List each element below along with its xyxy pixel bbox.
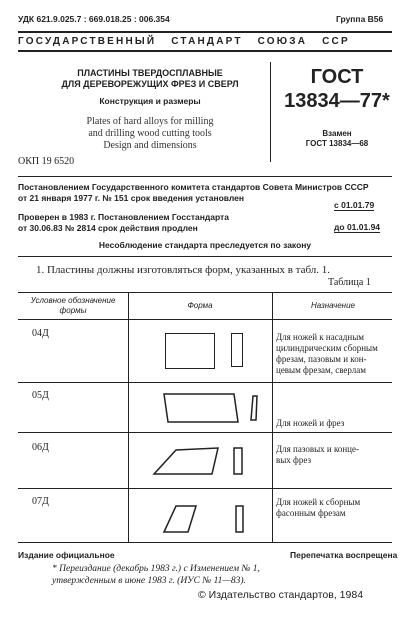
replaces-block bbox=[282, 129, 392, 149]
title-en-line2: and drilling wood cutting tools bbox=[88, 128, 212, 139]
form-05d-drawing bbox=[158, 390, 258, 430]
form-06d-drawing bbox=[150, 440, 260, 484]
table-bottom-border bbox=[18, 542, 392, 543]
decree-line4: от 30.06.83 № 2814 срок действия продлен bbox=[18, 223, 198, 233]
form-05d-plate bbox=[164, 394, 238, 422]
row-divider bbox=[18, 488, 392, 489]
purpose-line: Для ножей к насадным bbox=[276, 332, 364, 342]
purpose-line: цевым фрезам, сверлам bbox=[276, 365, 366, 375]
title-en-line3: Design and dimensions bbox=[103, 140, 197, 151]
header-purpose: Назначение bbox=[311, 301, 355, 310]
copyright: © Издательство стандартов, 1984 bbox=[198, 589, 364, 601]
header-bottom-rule bbox=[18, 50, 392, 52]
row-purpose-04d bbox=[276, 332, 390, 376]
gost-number: 13834—77* bbox=[284, 90, 390, 112]
header-designation bbox=[20, 296, 126, 316]
table-header-border bbox=[18, 319, 392, 320]
title-ru-line2: ДЛЯ ДЕРЕВОРЕЖУЩИХ ФРЕЗ И СВЕРЛ bbox=[61, 79, 239, 89]
form-07d-side bbox=[236, 506, 243, 532]
header-designation-line1: Условное обозначение bbox=[30, 296, 116, 305]
form-04d-plate bbox=[165, 333, 215, 369]
form-05d-side bbox=[251, 396, 257, 420]
table-label: Таблица 1 bbox=[328, 277, 371, 288]
purpose-line: вых фрез bbox=[276, 455, 312, 465]
title-en-line1: Plates of hard alloys for milling bbox=[86, 116, 214, 127]
row-divider bbox=[18, 382, 392, 383]
row-purpose-06d bbox=[276, 444, 390, 466]
decree-line2: от 21 января 1977 г. № 151 срок введения установлен bbox=[18, 193, 245, 203]
purpose-line: Для ножей к сборным bbox=[276, 497, 361, 507]
decree-date2: до 01.01.94 bbox=[334, 222, 381, 232]
standard-title: ГОСУДАРСТВЕННЫЙ СТАНДАРТ СОЮЗА ССР bbox=[18, 36, 350, 47]
table-col-divider-1 bbox=[128, 292, 129, 543]
purpose-line: фрезам, пазовым и кон- bbox=[276, 354, 367, 364]
decree-date1: с 01.01.79 bbox=[334, 200, 375, 210]
row-divider bbox=[18, 432, 392, 433]
decree-bottom-rule bbox=[18, 256, 392, 257]
row-code-04d: 04Д bbox=[32, 328, 49, 339]
table-top-border bbox=[18, 292, 392, 293]
footnote-line2: утвержденным в июне 1983 г. (ИУС № 11—83). bbox=[52, 576, 246, 586]
table-col-divider-2 bbox=[272, 292, 273, 543]
okp-code: ОКП 19 6520 bbox=[18, 156, 75, 167]
header-top-rule bbox=[18, 31, 392, 33]
row-purpose-07d bbox=[276, 497, 390, 519]
replaces-value: ГОСТ 13834—68 bbox=[305, 139, 369, 148]
purpose-line: цилиндрическим сборным bbox=[276, 343, 378, 353]
clause-text: 1. Пластины должны изготовляться форм, указанных в табл. 1. bbox=[36, 264, 331, 276]
group-code: Группа В56 bbox=[336, 14, 384, 24]
title-en-block bbox=[40, 116, 260, 152]
row-code-07d: 07Д bbox=[32, 496, 49, 507]
check-block bbox=[18, 212, 229, 234]
form-07d-drawing bbox=[150, 500, 260, 540]
form-06d-side bbox=[234, 448, 242, 474]
udk-code: УДК 621.9.025.7 : 669.018.25 : 006.354 bbox=[18, 14, 170, 24]
decree-top-rule bbox=[18, 176, 392, 177]
row-purpose-05d bbox=[276, 418, 390, 429]
footnote bbox=[52, 563, 260, 587]
official-edition: Издание официальное bbox=[18, 550, 115, 560]
decree-line1: Постановлением Государственного комитета стандартов Совета Министров СССР bbox=[18, 182, 369, 192]
header-designation-line2: формы bbox=[59, 306, 87, 315]
footnote-line1: * Переиздание (декабрь 1983 г.) с Изменением № 1, bbox=[52, 564, 260, 574]
row-code-06d: 06Д bbox=[32, 442, 49, 453]
title-divider bbox=[270, 62, 271, 162]
title-ru-subtitle: Конструкция и размеры bbox=[99, 96, 201, 106]
purpose-line: фасонным фрезам bbox=[276, 508, 346, 518]
replaces-label: Взамен bbox=[322, 129, 352, 138]
purpose-line: Для пазовых и конце- bbox=[276, 444, 359, 454]
form-06d-plate bbox=[154, 448, 218, 474]
row-code-05d: 05Д bbox=[32, 390, 49, 401]
decree-warning: Несоблюдение стандарта преследуется по закону bbox=[98, 240, 312, 250]
form-07d-plate bbox=[164, 506, 196, 532]
header-form: Форма bbox=[187, 301, 213, 310]
title-ru-line1: ПЛАСТИНЫ ТВЕРДОСПЛАВНЫЕ bbox=[77, 68, 223, 78]
purpose-line: Для ножей и фрез bbox=[276, 418, 345, 428]
gost-label: ГОСТ bbox=[310, 66, 364, 88]
reprint-prohibited: Перепечатка воспрещена bbox=[290, 550, 398, 560]
decree-line3: Проверен в 1983 г. Постановлением Госстандарта bbox=[18, 212, 229, 222]
form-04d-side bbox=[231, 333, 243, 367]
title-block bbox=[40, 68, 260, 90]
decree-block bbox=[18, 182, 369, 204]
